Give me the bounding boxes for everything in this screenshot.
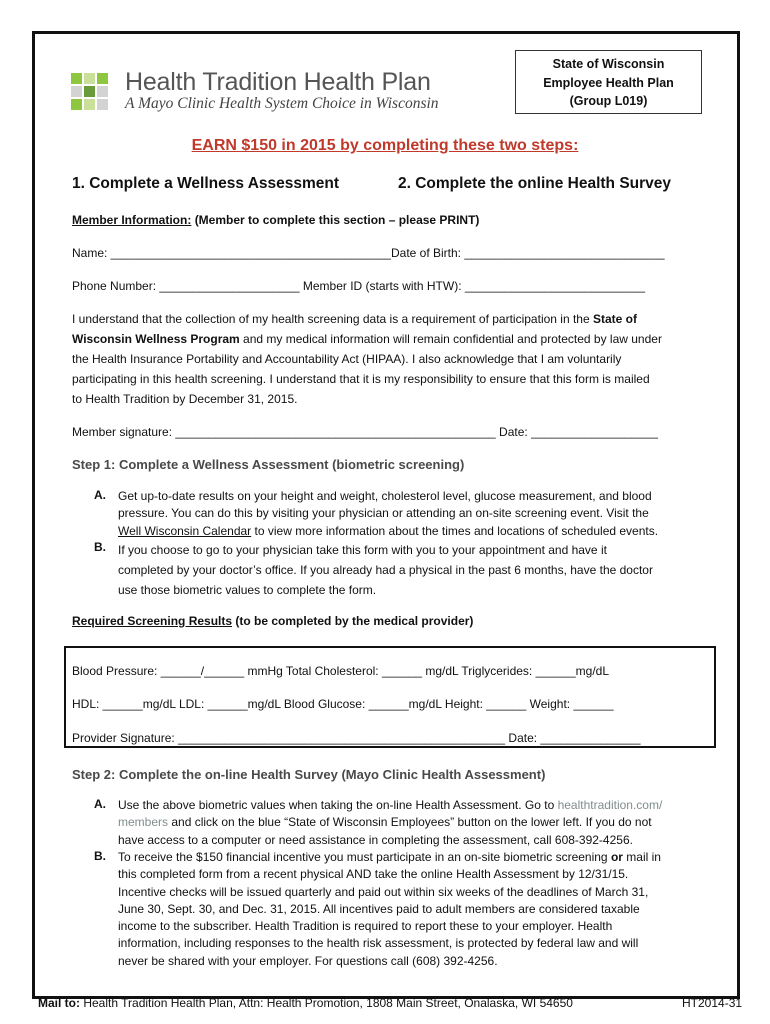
mail-to-label: Mail to: bbox=[38, 996, 80, 1010]
health-tradition-logo bbox=[71, 68, 471, 117]
step1-item-b: If you choose to go to your physician take this form with you to your appointment and have it completed by your doctor’s office. If you already had a physical in the past 6 months, have the doctor use those biometric values to complete the form. bbox=[118, 543, 653, 597]
earn-headline: EARN $150 in 2015 by completing these two steps: bbox=[191, 137, 579, 154]
step2-title: Step 2: Complete the on-line Health Survey (Mayo Clinic Health Assessment) bbox=[72, 767, 546, 782]
step2-header: 2. Complete the online Health Survey bbox=[398, 175, 672, 192]
required-results-note: (to be completed by the medical provider) bbox=[232, 614, 474, 628]
well-wisconsin-calendar-link[interactable]: Well Wisconsin Calendar bbox=[118, 523, 252, 538]
members-link[interactable]: members bbox=[118, 815, 169, 830]
step1-item-a: Get up-to-date results on your height and weight, cholesterol level, glucose measurement, and blood pressure. You can do this by visiting your physician or attending an on-site screening event. Visit the Well Wisconsin Calendar to view more information about the times and locations of scheduled events. bbox=[118, 489, 659, 538]
step1-title: Step 1: Complete a Wellness Assessment (biometric screening) bbox=[72, 457, 465, 472]
step1-item-b-letter: B. bbox=[94, 540, 106, 554]
hdl-ldl-glucose-field[interactable]: HDL: ______mg/dL LDL: ______mg/dL Blood Glucose: ______mg/dL Height: ______ Weight: ______ bbox=[72, 697, 614, 711]
plan-state: State of Wisconsin bbox=[552, 57, 665, 71]
plan-info-box bbox=[515, 50, 702, 114]
provider-signature-field[interactable]: Provider Signature: _________________________________________________ Date: _______________ bbox=[72, 731, 641, 745]
healthtradition-link[interactable]: healthtradition.com/ bbox=[557, 798, 663, 812]
blood-pressure-cholesterol-field[interactable]: Blood Pressure: ______/______ mmHg Total Cholesterol: ______ mg/dL Triglycerides: ______mg/dL bbox=[72, 664, 609, 678]
required-results-heading: Required Screening Results bbox=[72, 614, 233, 628]
form-code: HT2014-31 bbox=[682, 996, 743, 1010]
step2-item-a: Use the above biometric values when taking the on-line Health Assessment. Go to healthtradition.com/ members and click on the blue “State of Wisconsin Employees” button on the lower left. If you do not have access to a computer or need assistance in completing the assessment, call 608-392-4256. bbox=[118, 798, 663, 847]
logo-subtitle: A Mayo Clinic Health System Choice in Wisconsin bbox=[125, 95, 439, 112]
mail-to-footer bbox=[38, 996, 573, 1010]
step2-item-a-letter: A. bbox=[94, 797, 106, 811]
name-dob-field[interactable]: Name: __________________________________________Date of Birth: ______________________________ bbox=[72, 246, 665, 260]
member-info-instruction: (Member to complete this section – please PRINT) bbox=[194, 213, 480, 227]
consent-paragraph: I understand that the collection of my health screening data is a requirement of participation in the State of Wisconsin Wellness Program and my medical information will remain confidential and protected by law under the Health Insurance Portability and Accountability Act (HIPAA). I also acknowledge that I am voluntarily participating in this health screening. I understand that it is my responsibility to ensure that this form is mailed to Health Tradition by December 31, 2015. bbox=[72, 312, 662, 406]
plan-name: Employee Health Plan bbox=[543, 75, 674, 90]
plan-group: (Group L019) bbox=[569, 94, 648, 108]
logo-squares-icon bbox=[71, 73, 109, 113]
mail-address: Health Tradition Health Plan, Attn: Health Promotion, 1808 Main Street, Onalaska, WI 54650 bbox=[80, 996, 573, 1010]
step2-item-b: To receive the $150 financial incentive you must participate in an on-site biometric screening or mail in this completed form from a recent physical AND take the online Health Assessment by 12/31/15. Incentive checks will be issued quarterly and paid out within six weeks of the deadlines of March 31, June 30, Sept. 30, and Dec. 31, 2015. All incentives paid to adult members are considered taxable income to the subscriber. Health Tradition is required to report these to your employer. Health information, including responses to the health risk assessment, is protected by federal law and will never be shared with your employer. For questions call (608) 392-4256. bbox=[118, 850, 661, 968]
step1-item-a-letter: A. bbox=[94, 488, 106, 502]
step2-item-b-letter: B. bbox=[94, 849, 106, 863]
member-info-heading: Member Information: bbox=[72, 213, 192, 227]
member-info-heading-row bbox=[72, 212, 479, 229]
phone-memberid-field[interactable]: Phone Number: _____________________ Member ID (starts with HTW): ___________________________ bbox=[72, 279, 646, 293]
step1-header: 1. Complete a Wellness Assessment bbox=[72, 175, 340, 192]
member-signature-field[interactable]: Member signature: ________________________________________________ Date: ___________________ bbox=[72, 425, 658, 439]
required-results-heading-row bbox=[72, 613, 473, 630]
logo-title: Health Tradition Health Plan bbox=[125, 68, 431, 96]
